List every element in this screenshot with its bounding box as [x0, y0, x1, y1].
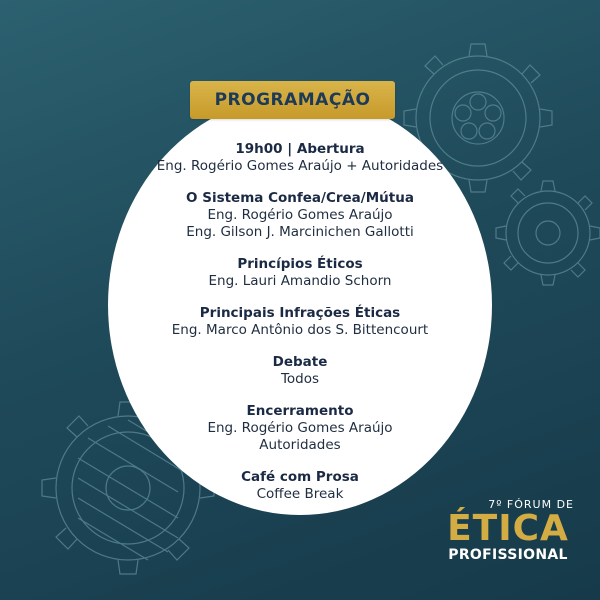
logo-edition: 7º FÓRUM DE	[488, 498, 574, 511]
forum-logo	[438, 498, 578, 563]
schedule-item-speaker: Todos	[280, 371, 320, 387]
schedule-item	[120, 141, 480, 175]
schedule-item-speaker: Autoridades	[259, 437, 341, 453]
schedule-item-title: 19h00 | Abertura	[235, 141, 365, 157]
schedule-item-speaker: Eng. Marco Antônio dos S. Bittencourt	[171, 322, 429, 338]
schedule-item	[120, 469, 480, 503]
schedule-item-speaker: Eng. Lauri Amandio Schorn	[208, 273, 392, 289]
schedule-item	[120, 403, 480, 454]
logo-subtitle: PROFISSIONAL	[448, 547, 568, 563]
schedule-item	[120, 354, 480, 388]
gear-icon	[496, 181, 600, 285]
schedule-item	[120, 256, 480, 290]
schedule-item-title: Encerramento	[246, 403, 354, 419]
schedule-list	[120, 141, 480, 518]
schedule-item-title: Café com Prosa	[241, 469, 359, 485]
schedule-item-speaker: Eng. Gilson J. Marcinichen Gallotti	[186, 224, 414, 240]
schedule-item-title: Principais Infrações Éticas	[199, 305, 401, 321]
schedule-item-speaker: Eng. Rogério Gomes Araújo + Autoridades	[156, 158, 444, 174]
schedule-item-speaker: Eng. Rogério Gomes Araújo	[207, 207, 393, 223]
schedule-item-title: O Sistema Confea/Crea/Mútua	[186, 190, 414, 206]
programacao-badge	[190, 81, 395, 119]
schedule-item-speaker: Coffee Break	[256, 486, 344, 502]
logo-main-title: ÉTICA	[447, 508, 569, 549]
schedule-item	[120, 305, 480, 339]
badge-label: PROGRAMAÇÃO	[214, 90, 371, 110]
schedule-item-title: Princípios Éticos	[237, 256, 363, 272]
schedule-item-title: Debate	[272, 354, 328, 370]
schedule-item-speaker: Eng. Rogério Gomes Araújo	[207, 420, 393, 436]
schedule-item	[120, 190, 480, 241]
